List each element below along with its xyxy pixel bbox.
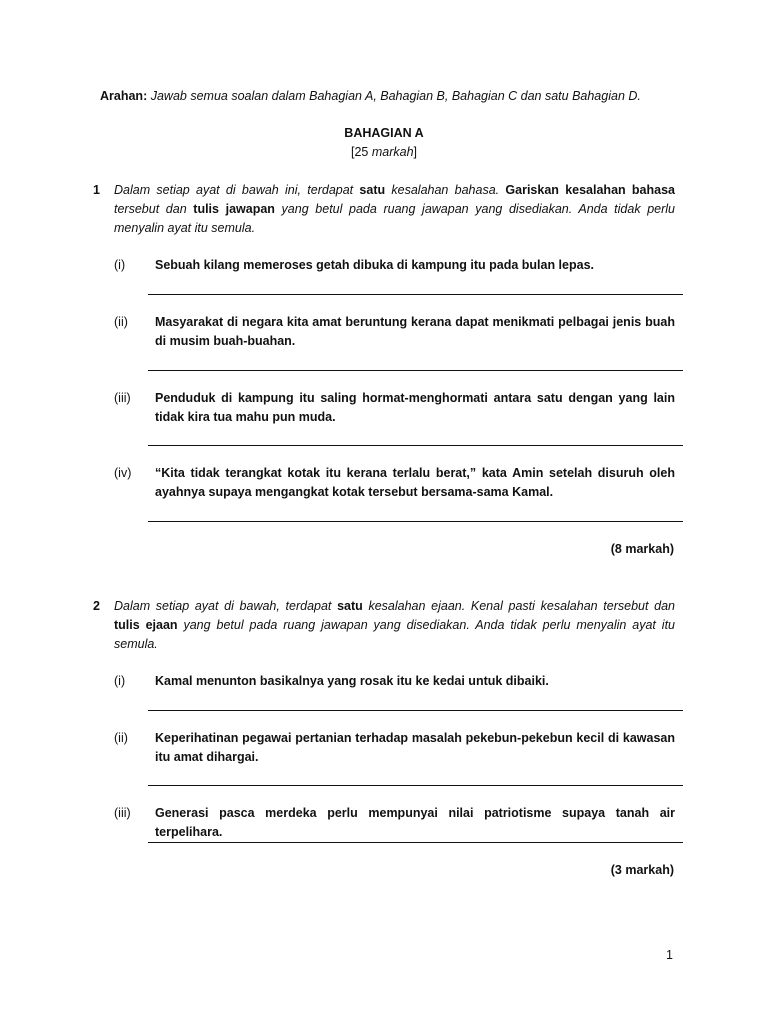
instructions xyxy=(100,87,641,106)
section-marks xyxy=(0,143,768,162)
section-marks-open: [25 xyxy=(350,145,372,159)
q1-item-label: (iv) xyxy=(114,466,132,480)
q1-item-label: (i) xyxy=(114,258,126,272)
section-marks-close: ] xyxy=(413,145,418,159)
question-1-marks: (8 markah) xyxy=(610,542,674,556)
q1-item-label: (iii) xyxy=(114,391,131,405)
question-2-instructions xyxy=(114,597,675,654)
instructions-text: Jawab semua soalan dalam Bahagian A, Bahagian B, Bahagian C dan satu Bahagian D. xyxy=(150,89,641,103)
q1-item-sentence: Penduduk di kampung itu saling hormat-menghormati antara satu dengan yang lain tidak kira tua mahu pun muda. xyxy=(155,391,675,424)
q2-instr-part: Dalam setiap ayat di bawah, terdapat xyxy=(114,599,338,613)
question-2-number: 2 xyxy=(93,599,100,613)
q1-item-sentence: “Kita tidak terangkat kotak itu kerana terlalu berat,” kata Amin setelah disuruh oleh ayahnya supaya mengangkat kotak tersebut bersama-sama Kamal. xyxy=(155,466,675,499)
q1-instr-part: kesalahan bahasa. xyxy=(385,183,506,197)
answer-line[interactable] xyxy=(148,710,683,711)
q2-item-label: (ii) xyxy=(114,731,128,745)
answer-line[interactable] xyxy=(148,521,683,522)
q2-item-sentence: Keperihatinan pegawai pertanian terhadap masalah pekebun-pekebun kecil di kawasan itu amat dihargai. xyxy=(155,731,675,764)
q2-item-label: (iii) xyxy=(114,806,131,820)
answer-line[interactable] xyxy=(148,445,683,446)
q1-instr-bold: Gariskan kesalahan bahasa xyxy=(505,183,676,197)
q2-item-sentence: Kamal menunton basikalnya yang rosak itu ke kedai untuk dibaiki. xyxy=(155,674,549,688)
q1-instr-part: tersebut dan xyxy=(114,202,194,216)
q2-instr-part: kesalahan ejaan. Kenal pasti kesalahan tersebut dan xyxy=(362,599,675,613)
q1-instr-bold: satu xyxy=(359,183,386,197)
q2-instr-part: yang betul pada ruang jawapan yang disediakan. Anda tidak perlu menyalin ayat itu semula. xyxy=(114,618,676,651)
q2-instr-bold: tulis ejaan xyxy=(114,618,178,632)
q1-item-label: (ii) xyxy=(114,315,128,329)
q2-instr-bold: satu xyxy=(337,599,363,613)
q1-instr-part: Dalam setiap ayat di bawah ini, terdapat xyxy=(114,183,360,197)
answer-line[interactable] xyxy=(148,370,683,371)
answer-line[interactable] xyxy=(148,294,683,295)
q1-instr-bold: tulis jawapan xyxy=(193,202,275,216)
question-1-number: 1 xyxy=(93,183,100,197)
answer-line[interactable] xyxy=(148,785,683,786)
question-1-instructions xyxy=(114,181,675,238)
section-title: BAHAGIAN A xyxy=(344,126,424,140)
answer-line[interactable] xyxy=(148,842,683,843)
q2-item-sentence: Generasi pasca merdeka perlu mempunyai nilai patriotisme supaya tanah air terpelihara. xyxy=(155,806,675,839)
q1-instr-part: yang betul pada ruang jawapan yang disediakan. Anda tidak perlu menyalin ayat itu semula. xyxy=(114,202,676,235)
q1-item-sentence: Sebuah kilang memeroses getah dibuka di kampung itu pada bulan lepas. xyxy=(155,258,594,272)
page-number: 1 xyxy=(666,948,673,962)
question-2-marks: (3 markah) xyxy=(610,863,674,877)
q1-item-sentence: Masyarakat di negara kita amat beruntung kerana dapat menikmati pelbagai jenis buah di musim buah-buahan. xyxy=(155,315,675,348)
instructions-label: Arahan: xyxy=(100,89,148,103)
section-marks-word: markah xyxy=(371,145,414,159)
q2-item-label: (i) xyxy=(114,674,126,688)
